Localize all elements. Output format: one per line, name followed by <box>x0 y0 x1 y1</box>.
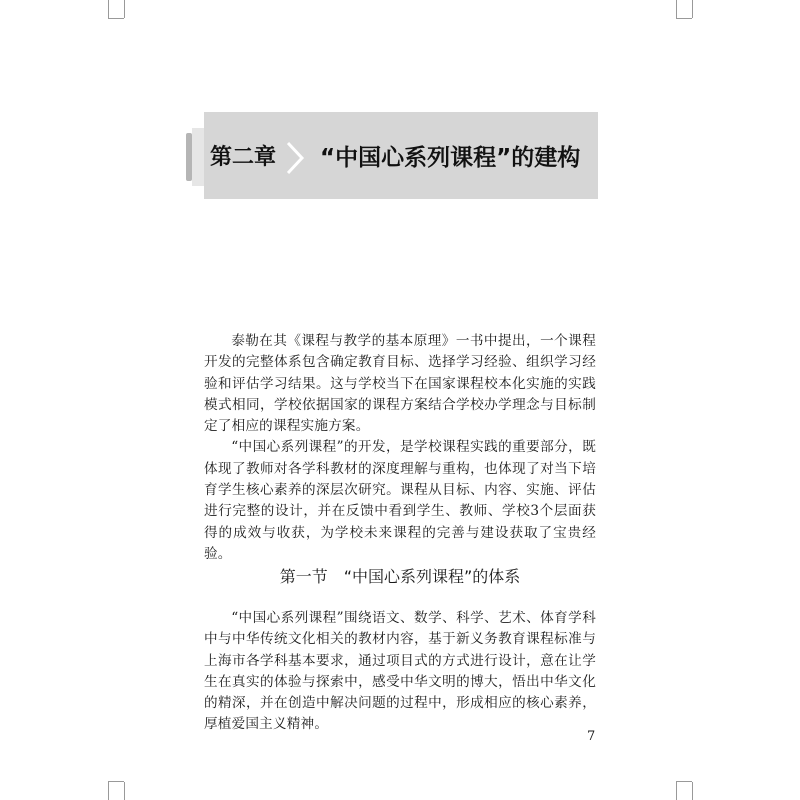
crop-mark <box>124 0 125 18</box>
intro-text <box>204 331 596 565</box>
crop-mark <box>692 782 693 800</box>
crop-mark <box>676 18 692 19</box>
chapter-number: 第二章 <box>210 145 277 170</box>
crop-mark <box>108 781 124 782</box>
section-heading: 第一节 “中国心系列课程”的体系 <box>279 567 521 586</box>
crop-mark <box>676 781 692 782</box>
crop-mark <box>676 0 677 18</box>
paragraph: 泰勒在其《课程与教学的基本原理》一书中提出，一个课程开发的完整体系包含确定教育目标、选择学习经验、组织学习经验和评估学习结果。这与学校当下在国家课程校本化实施的实践模式相同，学校依据国家的课程方案结合学校办学理念与目标制定了相应的课程实施方案。 <box>204 333 596 435</box>
paragraph: “中国心系列课程”的开发，是学校课程实践的重要部分，既体现了教师对各学科教材的深度理解与重构，也体现了对当下培育学生核心素养的深层次研究。课程从目标、内容、实施、评估进行完整的设计，并在反馈中看到学生、教师、学校3个层面获得的成效与收获，为学校未来课程的完善与建设获取了宝贵经验。 <box>204 439 596 562</box>
chapter-title: “中国心系列课程”的建构 <box>320 145 581 171</box>
crop-mark <box>676 782 677 800</box>
crop-mark <box>692 0 693 18</box>
page-number: 7 <box>587 729 596 744</box>
crop-mark <box>108 18 124 19</box>
crop-mark <box>108 0 109 18</box>
chevron-right-icon <box>284 141 306 175</box>
crop-mark <box>124 782 125 800</box>
paragraph: “中国心系列课程”围绕语文、数学、科学、艺术、体育学科中与中华传统文化相关的教材内容，基于新义务教育课程标准与上海市各学科基本要求，通过项目式的方式进行设计，意在让学生在真实的体验与探索中，感受中华文明的博大，悟出中华文化的精深，并在创造中解决问题的过程中，形成相应的核心素养，厚植爱国主义精神。 <box>204 610 596 733</box>
crop-mark <box>108 782 109 800</box>
section-text <box>204 608 596 736</box>
